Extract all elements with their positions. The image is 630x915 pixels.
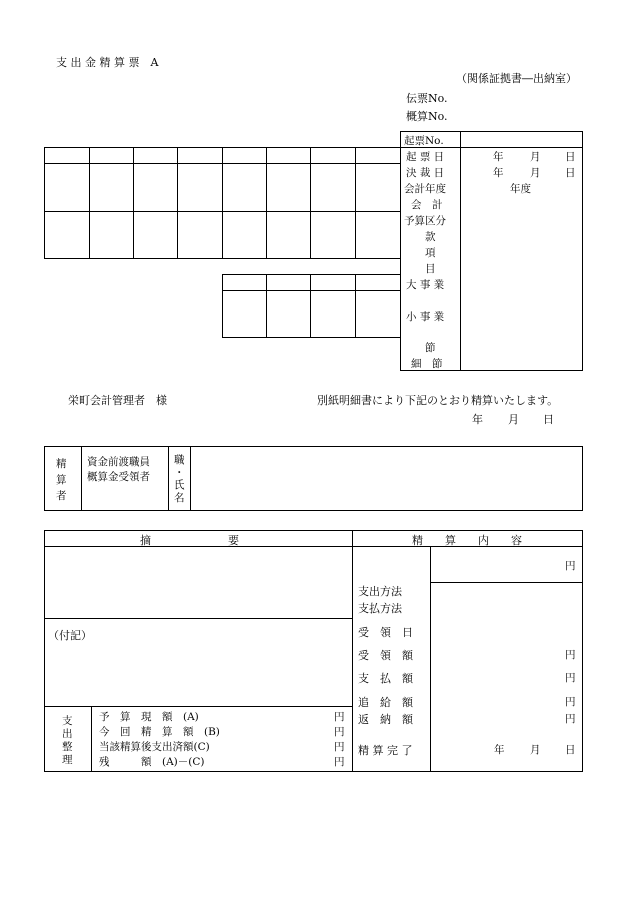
seisan-naiyo-header: 精 算 内 容 xyxy=(412,534,522,547)
kanryo-tsuki: 月 xyxy=(530,744,541,756)
yen-tsuikyu: 円 xyxy=(565,696,576,708)
moku-label: 目 xyxy=(425,263,436,275)
denpyo-no-label: 伝票No. xyxy=(406,92,448,105)
kessai-hi: 日 xyxy=(565,167,576,179)
manager-address: 栄町会計管理者 様 xyxy=(68,394,167,407)
shiharai-houhou-label: 支払方法 xyxy=(358,602,402,615)
gaisan-no-label: 概算No. xyxy=(406,110,448,123)
juryo-gaku-label: 受 領 額 xyxy=(358,649,413,662)
yen-c: 円 xyxy=(334,741,345,753)
yen-d: 円 xyxy=(334,756,345,768)
nendo-value: 年度 xyxy=(510,183,531,195)
juryo-bi-label: 受 領 日 xyxy=(358,626,413,639)
kaikei-nendo-label: 会計年度 xyxy=(404,183,446,195)
statement-text: 別紙明細書により下記のとおり精算いたします。 xyxy=(317,394,559,407)
related-docs-note: （関係証拠書―出納室） xyxy=(456,72,577,85)
yen-shiharai: 円 xyxy=(565,672,576,684)
sho-jigyo-label: 小 事 業 xyxy=(406,311,445,323)
saisetsu-label: 細 節 xyxy=(411,358,443,370)
touga-label: 当該精算後支出済額(C) xyxy=(99,741,210,753)
shiharai-gaku-label: 支 払 額 xyxy=(358,672,413,685)
yen-b: 円 xyxy=(334,726,345,738)
yosan-gen-label: 予 算 現 額 (A) xyxy=(99,711,199,723)
henno-gaku-label: 返 納 額 xyxy=(358,713,413,726)
yen-top: 円 xyxy=(565,560,576,572)
yosan-kubun-label: 予算区分 xyxy=(404,215,446,227)
dai-jigyo-label: 大 事 業 xyxy=(406,279,445,291)
shishutsu-houhou-label: 支出方法 xyxy=(358,585,402,598)
settler-label-1: 精 xyxy=(56,458,67,470)
kaikei-label: 会 計 xyxy=(411,199,443,211)
konkai-label: 今 回 精 算 額 (B) xyxy=(99,726,220,738)
tsuikyu-gaku-label: 追 給 額 xyxy=(358,696,413,709)
yen-juryo: 円 xyxy=(565,649,576,661)
statement-nen: 年 xyxy=(472,413,483,426)
shoku-1: 職 xyxy=(174,454,185,466)
kessai-bi-label: 決 裁 日 xyxy=(406,167,445,179)
kessai-tsuki: 月 xyxy=(530,167,541,179)
kihyo-nen: 年 xyxy=(493,151,504,163)
kihyo-hi: 日 xyxy=(565,151,576,163)
setsu-label: 節 xyxy=(425,342,436,354)
zan-label: 残 額 (A)－(C) xyxy=(99,756,205,768)
fuki-label: （付記） xyxy=(48,629,92,642)
yen-a: 円 xyxy=(334,711,345,723)
settler-label-3: 者 xyxy=(56,490,67,502)
kihyo-no-label: 起票No. xyxy=(404,135,444,147)
seisan-kanryo-label: 精 算 完 了 xyxy=(358,744,413,757)
shishutsu-4: 理 xyxy=(62,754,73,766)
kessai-nen: 年 xyxy=(493,167,504,179)
shoku-4: 名 xyxy=(174,492,185,504)
kihyo-bi-label: 起 票 日 xyxy=(406,151,445,163)
shishutsu-3: 整 xyxy=(62,741,73,753)
kou-label: 項 xyxy=(425,247,436,259)
shishutsu-2: 出 xyxy=(62,728,73,740)
form-title: 支 出 金 精 算 票 A xyxy=(56,56,159,69)
shoku-3: 氏 xyxy=(174,479,185,491)
settler-label-2: 算 xyxy=(56,474,67,486)
statement-hi: 日 xyxy=(543,413,554,426)
shoku-2: ・ xyxy=(174,467,185,479)
statement-tsuki: 月 xyxy=(508,413,519,426)
kanryo-hi: 日 xyxy=(565,744,576,756)
settler-role-2: 概算金受領者 xyxy=(87,471,150,483)
settler-role-1: 資金前渡職員 xyxy=(87,456,150,468)
kanryo-nen: 年 xyxy=(494,744,505,756)
tekiyo-header: 摘 要 xyxy=(140,534,239,547)
kihyo-tsuki: 月 xyxy=(530,151,541,163)
kan-label: 款 xyxy=(425,231,436,243)
yen-henno: 円 xyxy=(565,713,576,725)
shishutsu-1: 支 xyxy=(62,715,73,727)
